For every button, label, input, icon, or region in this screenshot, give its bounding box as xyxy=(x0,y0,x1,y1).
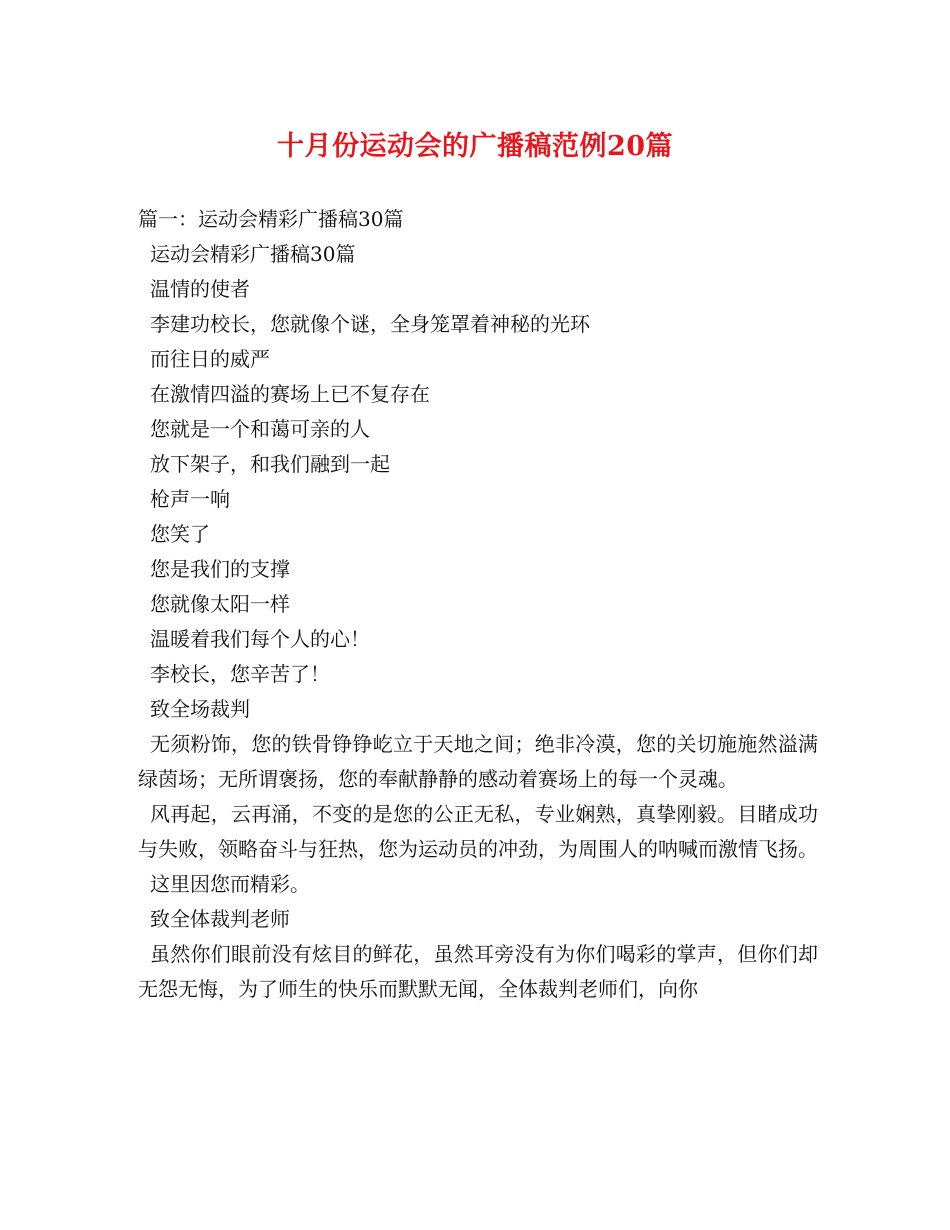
text-line: 放下架子，和我们融到一起 xyxy=(150,452,390,476)
text-line: 您就像太阳一样 xyxy=(150,592,290,616)
text-line: 温情的使者 xyxy=(150,277,250,301)
text-line: 李建功校长，您就像个谜，全身笼罩着神秘的光环 xyxy=(150,312,590,336)
text-line: 李校长，您辛苦了！ xyxy=(150,662,330,686)
text-line: 致全体裁判老师 xyxy=(150,907,290,931)
document-title: 十月份运动会的广播稿范例20篇 xyxy=(276,131,674,162)
text-line: 而往日的威严 xyxy=(150,347,270,371)
text-line: 致全场裁判 xyxy=(150,697,250,721)
document-body xyxy=(138,202,818,1007)
paragraph xyxy=(138,797,818,867)
text-line: 您笑了 xyxy=(150,522,210,546)
text-line: 枪声一响 xyxy=(150,487,230,511)
text-line: 温暖着我们每个人的心！ xyxy=(150,627,370,651)
paragraph-text: 无须粉饰，您的铁骨铮铮屹立于天地之间；绝非冷漠，您的关切施施然溢满绿茵场；无所谓褒扬，您的奉献静静的感动着赛场上的每一个灵魂。 xyxy=(138,732,818,791)
paragraph-text: 风再起，云再涌，不变的是您的公正无私，专业娴熟，真挚刚毅。目睹成功与失败，领略奋斗与狂热，您为运动员的冲劲，为周围人的呐喊而激情飞扬。 xyxy=(138,802,818,861)
paragraph xyxy=(138,937,818,1007)
text-line: 这里因您而精彩。 xyxy=(150,872,310,896)
text-line: 运动会精彩广播稿30篇 xyxy=(150,242,356,266)
text-line: 您是我们的支撑 xyxy=(150,557,290,581)
text-line: 在激情四溢的赛场上已不复存在 xyxy=(150,382,430,406)
section-heading: 篇一：运动会精彩广播稿30篇 xyxy=(138,207,404,231)
paragraph-text: 虽然你们眼前没有炫目的鲜花，虽然耳旁没有为你们喝彩的掌声，但你们却无怨无悔，为了师生的快乐而默默无闻，全体裁判老师们，向你 xyxy=(138,942,818,1001)
paragraph xyxy=(138,727,818,797)
text-line: 您就是一个和蔼可亲的人 xyxy=(150,417,370,441)
